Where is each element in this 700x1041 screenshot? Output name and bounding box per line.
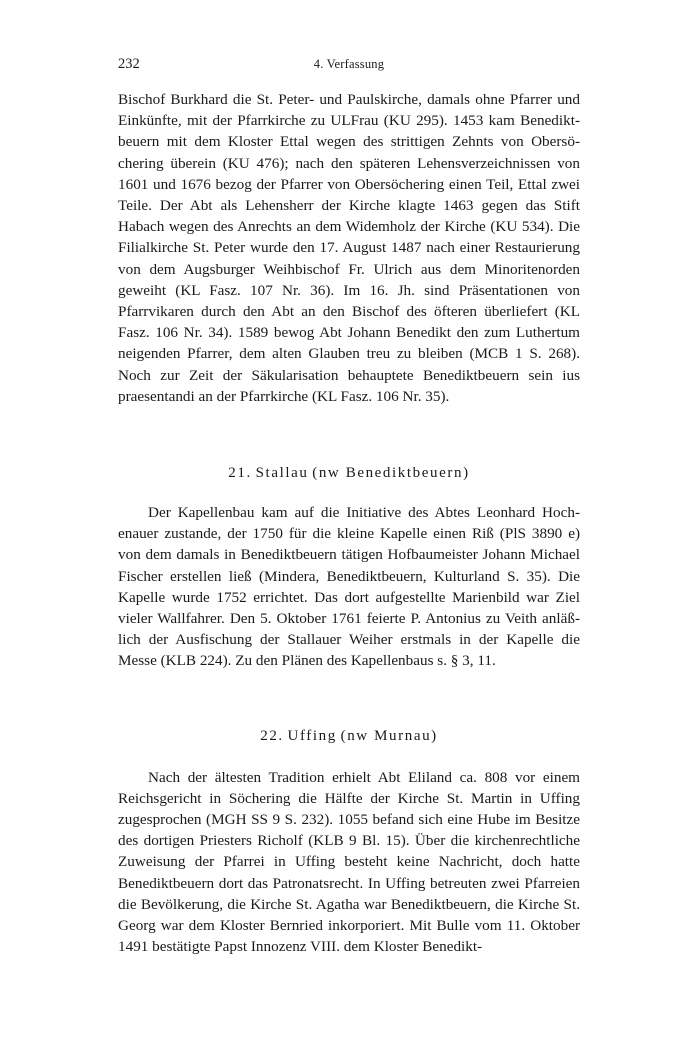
intro-paragraph: Bischof Burkhard die St. Peter- und Paulskirche, damals ohne Pfarrer und Einkünfte, mit der Pfarrkirche zu ULFrau (KU 295). 1453 kam Benediktbeuern mit dem Kloster Ettal wegen des strittigen Zehnts von Obersöchering überein (KU 476); nach den späteren Lehensverzeichnissen von 1601 und 1676 bezog der Pfarrer von Obersöchering einen Teil, Ettal zwei Teile. Der Abt als Lehensherr der Kirche klagte 1463 gegen das Stift Habach wegen des Anrechts an dem Widemholz der Kirche (KU 534). Die Filialkirche St. Peter wurde den 17. August 1487 nach einer Restaurierung von dem Augsburger Weihbischof Fr. Ulrich aus dem Minoritenorden geweiht (KL Fasz. 107 Nr. 36). Im 16. Jh. sind Präsentationen von Pfarrvikaren durch den Abt an den Bischof des öfteren überliefert (KL Fasz. 106 Nr. 34). 1589 bewog Abt Johann Benedikt den zum Luthertum neigenden Pfarrer, dem alten Glauben treu zu bleiben (MCB 1 S. 268). Noch zur Zeit der Säkularisation behauptete Benediktbeuern sein ius praesentandi an der Pfarrkirche (KL Fasz. 106 Nr. 35). <box>118 91 580 405</box>
section-title: Stallau <box>255 465 309 482</box>
section-location: (nw Murnau) <box>340 727 438 744</box>
stallau-paragraph: Der Kapellenbau kam auf die Initiative des Abtes Leonhard Hochenauer zustande, der 1750 für die kleine Kapelle einen Riß (PlS 3890 e) von dem damals in Benediktbeuern tätigen Hofbaumeister Johann Michael Fischer erstellen ließ (Mindera, Benediktbeuern, Kulturland S. 35). Die Kapelle wurde 1752 errichtet. Das dort aufgestellte Marienbild war Ziel vieler Wallfahrer. Den 5. Oktober 1761 feierte P. Antonius zu Veith anläßlich der Ausfischung der Stallauer Weiher erstmals in der Kapelle die Messe (KLB 224). Zu den Plänen des Kapellenbaus s. § 3, 11. <box>118 504 580 670</box>
section-heading-stallau <box>118 463 580 484</box>
uffing-paragraph: Nach der ältesten Tradition erhielt Abt Eliland ca. 808 vor einem Reichsgericht in Söchering die Hälfte der Kirche St. Martin in Uffing zugesprochen (MGH SS 9 S. 232). 1055 befand sich eine Hube im Besitze des dortigen Priesters Richolf (KLB 9 Bl. 15). Über die kirchenrechtliche Zuweisung der Pfarrei in Uffing besteht keine Nachricht, doch hatte Benediktbeuern dort das Patronatsrecht. In Uffing betreuten zwei Pfarreien die Bevölkerung, die Kirche St. Agatha war Benediktbeuern, die Kirche St. Georg war dem Kloster Bernried inkorporiert. Mit Bulle vom 11. Oktober 1491 bestätigte Papst Innozenz VIII. dem Kloster Benedikt- <box>118 768 580 956</box>
chapter-heading: 4. Verfassung <box>313 57 385 71</box>
section-number: 21. <box>228 465 252 482</box>
book-page <box>118 56 580 958</box>
section-number: 22. <box>260 727 284 744</box>
section-title: Uffing <box>287 727 337 744</box>
section-heading-uffing <box>118 726 580 747</box>
running-head <box>118 56 580 78</box>
page-number: 232 <box>118 56 140 72</box>
section-location: (nw Benediktbeuern) <box>312 465 470 482</box>
